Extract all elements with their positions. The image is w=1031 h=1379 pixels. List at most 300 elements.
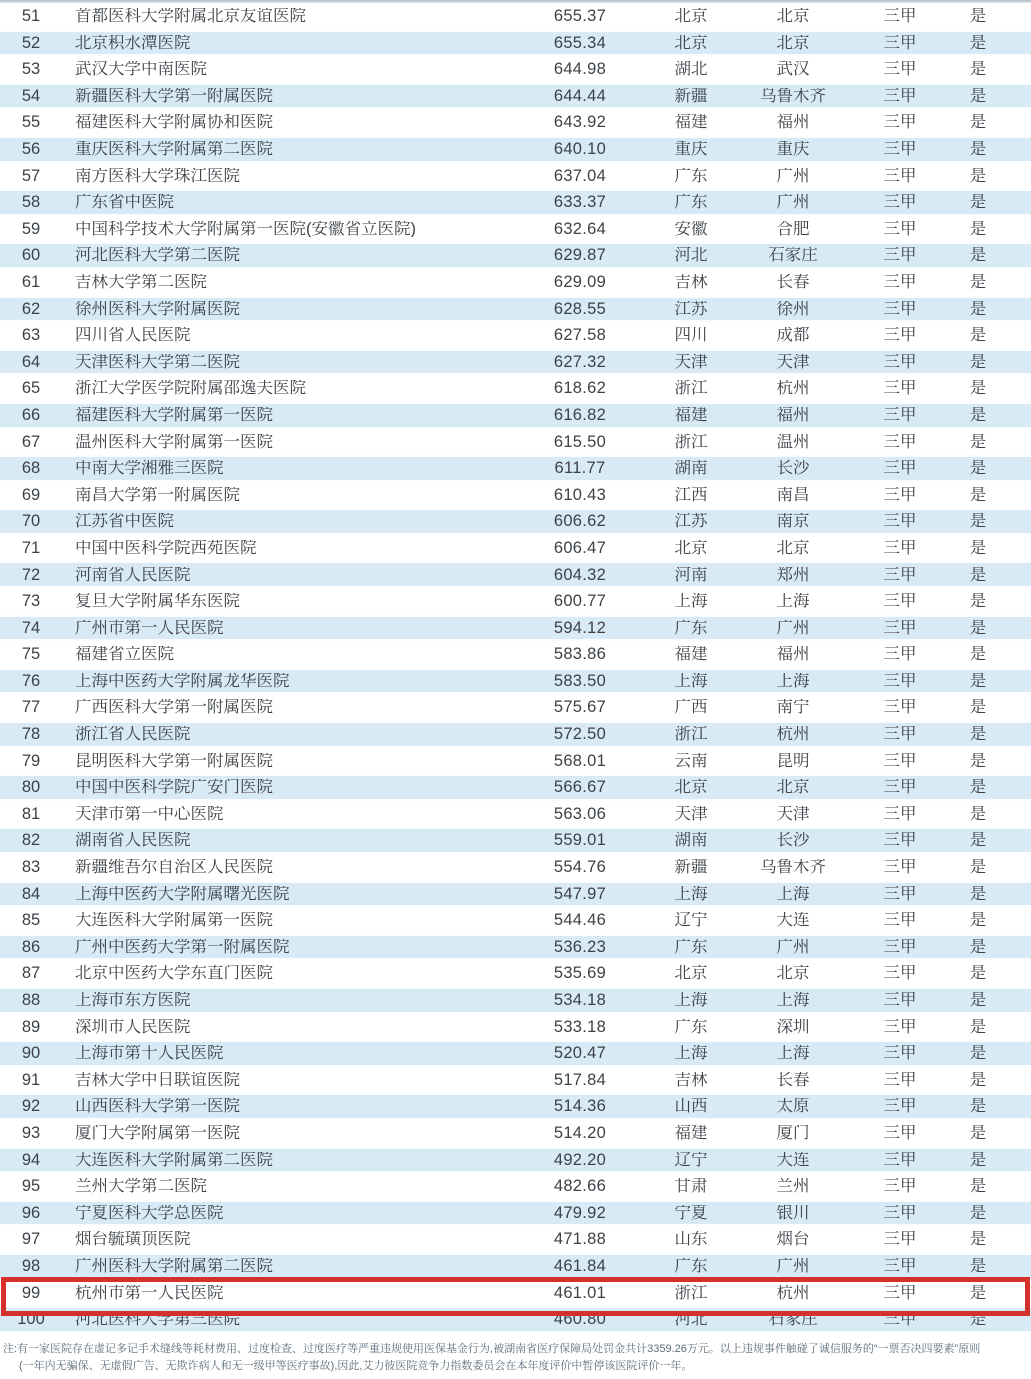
table-row bbox=[0, 375, 1031, 402]
grade-cell: 三甲 bbox=[883, 566, 917, 584]
table-row bbox=[0, 1014, 1031, 1041]
city-cell: 上海 bbox=[776, 992, 810, 1009]
city-cell: 银川 bbox=[776, 1204, 810, 1222]
grade-cell: 三甲 bbox=[883, 353, 917, 371]
city-cell: 广州 bbox=[776, 1257, 810, 1275]
tertiary-a-cell: 是 bbox=[969, 513, 987, 530]
tertiary-a-cell: 是 bbox=[969, 1311, 987, 1328]
hospital-name-cell: 河北医科大学第三医院 bbox=[75, 1311, 240, 1328]
province-cell: 湖南 bbox=[674, 832, 708, 849]
province-cell: 福建 bbox=[674, 114, 708, 131]
tertiary-a-cell: 是 bbox=[969, 8, 987, 25]
table-row bbox=[0, 561, 1031, 588]
province-cell: 广东 bbox=[674, 194, 708, 211]
tertiary-a-cell: 是 bbox=[969, 672, 987, 690]
table-row bbox=[0, 1306, 1031, 1333]
province-cell: 云南 bbox=[674, 752, 708, 770]
tertiary-a-cell: 是 bbox=[969, 406, 987, 424]
score-cell: 482.66 bbox=[553, 1178, 607, 1195]
province-cell: 上海 bbox=[674, 1045, 708, 1062]
province-cell: 江苏 bbox=[674, 300, 708, 318]
province-cell: 江苏 bbox=[674, 513, 708, 530]
province-cell: 北京 bbox=[674, 8, 708, 25]
tertiary-a-cell: 是 bbox=[969, 912, 987, 929]
city-cell: 太原 bbox=[776, 1098, 810, 1115]
hospital-ranking-table bbox=[0, 3, 1031, 1333]
city-cell: 广州 bbox=[776, 167, 810, 185]
table-row bbox=[0, 535, 1031, 562]
score-cell: 655.34 bbox=[553, 34, 607, 52]
city-cell: 昆明 bbox=[776, 752, 810, 770]
rank-cell: 89 bbox=[21, 1018, 41, 1036]
rank-cell: 98 bbox=[21, 1257, 41, 1275]
table-row bbox=[0, 136, 1031, 163]
rank-cell: 99 bbox=[21, 1284, 41, 1302]
score-cell: 568.01 bbox=[553, 752, 607, 770]
tertiary-a-cell: 是 bbox=[969, 699, 987, 716]
score-cell: 606.62 bbox=[553, 513, 607, 530]
province-cell: 辽宁 bbox=[674, 1151, 708, 1169]
rank-cell: 53 bbox=[21, 61, 41, 78]
tertiary-a-cell: 是 bbox=[969, 805, 987, 823]
grade-cell: 三甲 bbox=[883, 300, 917, 318]
city-cell: 大连 bbox=[776, 1151, 810, 1169]
rank-cell: 74 bbox=[21, 619, 41, 637]
city-cell: 徐州 bbox=[776, 300, 810, 318]
province-cell: 新疆 bbox=[674, 859, 708, 876]
table-row bbox=[0, 854, 1031, 881]
grade-cell: 三甲 bbox=[883, 486, 917, 504]
province-cell: 山东 bbox=[674, 1231, 708, 1248]
score-cell: 611.77 bbox=[554, 460, 606, 477]
province-cell: 广西 bbox=[674, 699, 708, 716]
tertiary-a-cell: 是 bbox=[969, 486, 987, 504]
table-row bbox=[0, 508, 1031, 535]
rank-cell: 59 bbox=[21, 220, 41, 238]
hospital-name-cell: 广东省中医院 bbox=[75, 194, 174, 211]
score-cell: 460.80 bbox=[553, 1311, 607, 1328]
hospital-name-cell: 吉林大学中日联谊医院 bbox=[75, 1071, 240, 1089]
city-cell: 长沙 bbox=[776, 832, 810, 849]
rank-cell: 91 bbox=[21, 1071, 41, 1089]
city-cell: 上海 bbox=[776, 672, 810, 690]
hospital-name-cell: 湖南省人民医院 bbox=[75, 832, 191, 849]
grade-cell: 三甲 bbox=[883, 460, 917, 477]
province-cell: 辽宁 bbox=[674, 912, 708, 929]
table-row bbox=[0, 109, 1031, 136]
footnote bbox=[0, 1341, 1031, 1375]
tertiary-a-cell: 是 bbox=[969, 34, 987, 52]
grade-cell: 三甲 bbox=[883, 832, 917, 849]
province-cell: 浙江 bbox=[674, 1284, 708, 1302]
rank-cell: 66 bbox=[21, 406, 41, 424]
hospital-name-cell: 上海中医药大学附属曙光医院 bbox=[75, 885, 290, 903]
rank-cell: 63 bbox=[21, 327, 41, 344]
grade-cell: 三甲 bbox=[883, 859, 917, 876]
tertiary-a-cell: 是 bbox=[969, 539, 987, 557]
table-row bbox=[0, 1093, 1031, 1120]
rank-cell: 61 bbox=[21, 273, 41, 291]
table-row bbox=[0, 56, 1031, 83]
city-cell: 重庆 bbox=[776, 141, 810, 158]
table-row bbox=[0, 1200, 1031, 1227]
hospital-name-cell: 上海市东方医院 bbox=[75, 992, 191, 1009]
rank-cell: 67 bbox=[21, 433, 41, 451]
city-cell: 南宁 bbox=[776, 699, 810, 716]
province-cell: 广东 bbox=[674, 619, 708, 637]
table-row bbox=[0, 615, 1031, 642]
tertiary-a-cell: 是 bbox=[969, 141, 987, 158]
grade-cell: 三甲 bbox=[883, 992, 917, 1009]
city-cell: 长沙 bbox=[776, 460, 810, 477]
table-row bbox=[0, 748, 1031, 775]
city-cell: 上海 bbox=[776, 885, 810, 903]
city-cell: 成都 bbox=[776, 327, 810, 344]
city-cell: 合肥 bbox=[776, 220, 810, 238]
table-row bbox=[0, 1067, 1031, 1094]
hospital-name-cell: 天津市第一中心医院 bbox=[75, 805, 224, 823]
city-cell: 福州 bbox=[776, 114, 810, 131]
grade-cell: 三甲 bbox=[883, 885, 917, 903]
score-cell: 600.77 bbox=[553, 593, 607, 610]
table-row bbox=[0, 1280, 1031, 1307]
city-cell: 北京 bbox=[776, 34, 810, 52]
city-cell: 杭州 bbox=[776, 1284, 810, 1302]
grade-cell: 三甲 bbox=[883, 726, 917, 743]
table-row bbox=[0, 296, 1031, 323]
table-row bbox=[0, 429, 1031, 456]
table-row bbox=[0, 881, 1031, 908]
province-cell: 上海 bbox=[674, 885, 708, 903]
city-cell: 石家庄 bbox=[768, 247, 818, 264]
grade-cell: 三甲 bbox=[883, 1151, 917, 1169]
grade-cell: 三甲 bbox=[883, 513, 917, 530]
hospital-name-cell: 浙江大学医学院附属邵逸夫医院 bbox=[75, 380, 306, 397]
grade-cell: 三甲 bbox=[883, 1257, 917, 1275]
table-row bbox=[0, 189, 1031, 216]
rank-cell: 95 bbox=[21, 1178, 41, 1195]
score-cell: 583.50 bbox=[553, 672, 607, 690]
hospital-name-cell: 宁夏医科大学总医院 bbox=[75, 1204, 224, 1222]
province-cell: 甘肃 bbox=[674, 1178, 708, 1195]
grade-cell: 三甲 bbox=[883, 327, 917, 344]
grade-cell: 三甲 bbox=[883, 965, 917, 982]
table-row bbox=[0, 694, 1031, 721]
rank-cell: 62 bbox=[21, 300, 41, 318]
table-row bbox=[0, 83, 1031, 110]
rank-cell: 70 bbox=[21, 513, 41, 530]
tertiary-a-cell: 是 bbox=[969, 938, 987, 956]
hospital-name-cell: 福建医科大学附属第一医院 bbox=[75, 406, 273, 424]
score-cell: 644.98 bbox=[553, 61, 607, 78]
city-cell: 北京 bbox=[776, 8, 810, 25]
city-cell: 天津 bbox=[776, 353, 810, 371]
rank-cell: 56 bbox=[21, 141, 41, 158]
city-cell: 天津 bbox=[776, 805, 810, 823]
score-cell: 637.04 bbox=[553, 167, 607, 185]
table-row bbox=[0, 827, 1031, 854]
city-cell: 郑州 bbox=[776, 566, 810, 584]
rank-cell: 82 bbox=[21, 832, 41, 849]
province-cell: 福建 bbox=[674, 406, 708, 424]
hospital-name-cell: 南方医科大学珠江医院 bbox=[75, 167, 240, 185]
table-row bbox=[0, 1120, 1031, 1147]
table-row bbox=[0, 322, 1031, 349]
tertiary-a-cell: 是 bbox=[969, 752, 987, 770]
province-cell: 重庆 bbox=[674, 141, 708, 158]
hospital-name-cell: 厦门大学附属第一医院 bbox=[75, 1124, 240, 1142]
table-row bbox=[0, 163, 1031, 190]
rank-cell: 90 bbox=[21, 1045, 41, 1062]
table-row bbox=[0, 1040, 1031, 1067]
score-cell: 536.23 bbox=[553, 938, 607, 956]
rank-cell: 64 bbox=[21, 353, 41, 371]
city-cell: 乌鲁木齐 bbox=[760, 859, 826, 876]
score-cell: 594.12 bbox=[553, 619, 607, 637]
province-cell: 浙江 bbox=[674, 380, 708, 397]
tertiary-a-cell: 是 bbox=[969, 300, 987, 318]
grade-cell: 三甲 bbox=[883, 406, 917, 424]
grade-cell: 三甲 bbox=[883, 1311, 917, 1328]
score-cell: 461.01 bbox=[553, 1284, 607, 1302]
province-cell: 北京 bbox=[674, 34, 708, 52]
province-cell: 浙江 bbox=[674, 726, 708, 743]
rank-cell: 69 bbox=[21, 486, 41, 504]
table-row bbox=[0, 482, 1031, 509]
province-cell: 福建 bbox=[674, 1124, 708, 1142]
grade-cell: 三甲 bbox=[883, 87, 917, 105]
province-cell: 吉林 bbox=[674, 1071, 708, 1089]
table-row bbox=[0, 721, 1031, 748]
hospital-name-cell: 四川省人民医院 bbox=[75, 327, 191, 344]
score-cell: 616.82 bbox=[553, 406, 607, 424]
tertiary-a-cell: 是 bbox=[969, 1018, 987, 1036]
score-cell: 629.87 bbox=[553, 247, 607, 264]
table-row bbox=[0, 641, 1031, 668]
tertiary-a-cell: 是 bbox=[969, 460, 987, 477]
tertiary-a-cell: 是 bbox=[969, 247, 987, 264]
table-row bbox=[0, 960, 1031, 987]
province-cell: 河南 bbox=[674, 566, 708, 584]
hospital-name-cell: 江苏省中医院 bbox=[75, 513, 174, 530]
rank-cell: 79 bbox=[21, 752, 41, 770]
grade-cell: 三甲 bbox=[883, 247, 917, 264]
province-cell: 上海 bbox=[674, 992, 708, 1009]
hospital-name-cell: 大连医科大学附属第一医院 bbox=[75, 912, 273, 929]
hospital-name-cell: 山西医科大学第一医院 bbox=[75, 1098, 240, 1115]
score-cell: 520.47 bbox=[553, 1045, 607, 1062]
hospital-name-cell: 深圳市人民医院 bbox=[75, 1018, 191, 1036]
province-cell: 上海 bbox=[674, 672, 708, 690]
province-cell: 江西 bbox=[674, 486, 708, 504]
grade-cell: 三甲 bbox=[883, 938, 917, 956]
grade-cell: 三甲 bbox=[883, 752, 917, 770]
score-cell: 615.50 bbox=[553, 433, 607, 451]
grade-cell: 三甲 bbox=[883, 114, 917, 131]
grade-cell: 三甲 bbox=[883, 1284, 917, 1302]
hospital-name-cell: 河北医科大学第二医院 bbox=[75, 247, 240, 264]
city-cell: 上海 bbox=[776, 1045, 810, 1062]
province-cell: 山西 bbox=[674, 1098, 708, 1115]
rank-cell: 60 bbox=[21, 247, 41, 264]
province-cell: 广东 bbox=[674, 1257, 708, 1275]
score-cell: 544.46 bbox=[553, 912, 607, 929]
score-cell: 572.50 bbox=[553, 726, 607, 743]
rank-cell: 87 bbox=[21, 965, 41, 982]
rank-cell: 55 bbox=[21, 114, 41, 131]
hospital-name-cell: 天津医科大学第二医院 bbox=[75, 353, 240, 371]
rank-cell: 94 bbox=[21, 1151, 41, 1169]
city-cell: 南昌 bbox=[776, 486, 810, 504]
city-cell: 乌鲁木齐 bbox=[760, 87, 826, 105]
province-cell: 河北 bbox=[674, 247, 708, 264]
province-cell: 宁夏 bbox=[674, 1204, 708, 1222]
rank-cell: 93 bbox=[21, 1124, 41, 1142]
grade-cell: 三甲 bbox=[883, 699, 917, 716]
rank-cell: 73 bbox=[21, 593, 41, 610]
tertiary-a-cell: 是 bbox=[969, 114, 987, 131]
tertiary-a-cell: 是 bbox=[969, 353, 987, 371]
rank-cell: 75 bbox=[21, 646, 41, 663]
tertiary-a-cell: 是 bbox=[969, 167, 987, 185]
grade-cell: 三甲 bbox=[883, 1204, 917, 1222]
rank-cell: 83 bbox=[21, 859, 41, 876]
grade-cell: 三甲 bbox=[883, 141, 917, 158]
tertiary-a-cell: 是 bbox=[969, 327, 987, 344]
city-cell: 北京 bbox=[776, 779, 810, 796]
score-cell: 514.20 bbox=[553, 1124, 607, 1142]
score-cell: 606.47 bbox=[553, 539, 607, 557]
hospital-name-cell: 中南大学湘雅三医院 bbox=[75, 460, 224, 477]
city-cell: 广州 bbox=[776, 938, 810, 956]
tertiary-a-cell: 是 bbox=[969, 566, 987, 584]
tertiary-a-cell: 是 bbox=[969, 194, 987, 211]
province-cell: 湖北 bbox=[674, 61, 708, 78]
rank-cell: 58 bbox=[21, 194, 41, 211]
city-cell: 温州 bbox=[776, 433, 810, 451]
table-row bbox=[0, 216, 1031, 243]
hospital-name-cell: 北京中医药大学东直门医院 bbox=[75, 965, 273, 982]
grade-cell: 三甲 bbox=[883, 61, 917, 78]
city-cell: 厦门 bbox=[776, 1124, 810, 1142]
footnote-line-1: 注:有一家医院存在虚记多记手术缝线等耗材费用、过度检查、过度医疗等严重违规使用医保基金行为,被湖南省医疗保障局处罚金共计3359.26万元。以上违规事件触碰了诚信服务的“一票否决四要素”原则 bbox=[3, 1342, 981, 1355]
rank-cell: 52 bbox=[21, 34, 41, 52]
hospital-name-cell: 温州医科大学附属第一医院 bbox=[75, 433, 273, 451]
table-row bbox=[0, 1253, 1031, 1280]
rank-cell: 86 bbox=[21, 938, 41, 956]
province-cell: 新疆 bbox=[674, 87, 708, 105]
score-cell: 655.37 bbox=[553, 8, 607, 25]
score-cell: 575.67 bbox=[553, 699, 607, 716]
province-cell: 四川 bbox=[674, 327, 708, 344]
tertiary-a-cell: 是 bbox=[969, 965, 987, 982]
hospital-name-cell: 烟台毓璜顶医院 bbox=[75, 1231, 191, 1248]
rank-cell: 76 bbox=[21, 672, 41, 690]
province-cell: 广东 bbox=[674, 938, 708, 956]
table-row bbox=[0, 349, 1031, 376]
province-cell: 河北 bbox=[674, 1311, 708, 1328]
province-cell: 福建 bbox=[674, 646, 708, 663]
score-cell: 554.76 bbox=[553, 859, 607, 876]
table-row bbox=[0, 242, 1031, 269]
city-cell: 深圳 bbox=[776, 1018, 810, 1036]
score-cell: 517.84 bbox=[553, 1071, 607, 1089]
province-cell: 浙江 bbox=[674, 433, 708, 451]
city-cell: 上海 bbox=[776, 593, 810, 610]
hospital-name-cell: 广州中医药大学第一附属医院 bbox=[75, 938, 290, 956]
hospital-name-cell: 中国科学技术大学附属第一医院(安徽省立医院) bbox=[75, 220, 416, 238]
rank-cell: 80 bbox=[21, 779, 41, 796]
score-cell: 533.18 bbox=[553, 1018, 607, 1036]
score-cell: 559.01 bbox=[553, 832, 607, 849]
hospital-name-cell: 中国中医科学院西苑医院 bbox=[75, 539, 257, 557]
grade-cell: 三甲 bbox=[883, 380, 917, 397]
rank-cell: 71 bbox=[21, 539, 41, 557]
rank-cell: 85 bbox=[21, 912, 41, 929]
score-cell: 633.37 bbox=[553, 194, 607, 211]
score-cell: 610.43 bbox=[553, 486, 607, 504]
grade-cell: 三甲 bbox=[883, 433, 917, 451]
score-cell: 566.67 bbox=[553, 779, 607, 796]
table-row bbox=[0, 774, 1031, 801]
tertiary-a-cell: 是 bbox=[969, 87, 987, 105]
grade-cell: 三甲 bbox=[883, 619, 917, 637]
city-cell: 兰州 bbox=[776, 1178, 810, 1195]
grade-cell: 三甲 bbox=[883, 167, 917, 185]
grade-cell: 三甲 bbox=[883, 805, 917, 823]
rank-cell: 57 bbox=[21, 167, 41, 185]
hospital-name-cell: 中国中医科学院广安门医院 bbox=[75, 779, 273, 796]
city-cell: 北京 bbox=[776, 539, 810, 557]
hospital-name-cell: 兰州大学第二医院 bbox=[75, 1178, 207, 1195]
score-cell: 479.92 bbox=[553, 1204, 607, 1222]
tertiary-a-cell: 是 bbox=[969, 1124, 987, 1142]
province-cell: 天津 bbox=[674, 805, 708, 823]
hospital-name-cell: 上海市第十人民医院 bbox=[75, 1045, 224, 1062]
tertiary-a-cell: 是 bbox=[969, 992, 987, 1009]
score-cell: 534.18 bbox=[553, 992, 607, 1009]
score-cell: 492.20 bbox=[553, 1151, 607, 1169]
city-cell: 杭州 bbox=[776, 726, 810, 743]
table-row bbox=[0, 269, 1031, 296]
rank-cell: 68 bbox=[21, 460, 41, 477]
hospital-name-cell: 首都医科大学附属北京友谊医院 bbox=[75, 8, 306, 25]
tertiary-a-cell: 是 bbox=[969, 1151, 987, 1169]
city-cell: 长春 bbox=[776, 1071, 810, 1089]
grade-cell: 三甲 bbox=[883, 539, 917, 557]
hospital-name-cell: 复旦大学附属华东医院 bbox=[75, 593, 240, 610]
score-cell: 547.97 bbox=[553, 885, 607, 903]
grade-cell: 三甲 bbox=[883, 1124, 917, 1142]
grade-cell: 三甲 bbox=[883, 1098, 917, 1115]
table-row bbox=[0, 1147, 1031, 1174]
score-cell: 629.09 bbox=[553, 273, 607, 291]
hospital-name-cell: 新疆医科大学第一附属医院 bbox=[75, 87, 273, 105]
province-cell: 吉林 bbox=[674, 273, 708, 291]
grade-cell: 三甲 bbox=[883, 1178, 917, 1195]
hospital-name-cell: 福建省立医院 bbox=[75, 646, 174, 663]
score-cell: 632.64 bbox=[553, 220, 607, 238]
tertiary-a-cell: 是 bbox=[969, 1257, 987, 1275]
city-cell: 广州 bbox=[776, 194, 810, 211]
hospital-name-cell: 吉林大学第二医院 bbox=[75, 273, 207, 291]
grade-cell: 三甲 bbox=[883, 646, 917, 663]
tertiary-a-cell: 是 bbox=[969, 779, 987, 796]
table-row bbox=[0, 3, 1031, 30]
hospital-name-cell: 浙江省人民医院 bbox=[75, 726, 191, 743]
rank-cell: 97 bbox=[21, 1231, 41, 1248]
table-row bbox=[0, 455, 1031, 482]
